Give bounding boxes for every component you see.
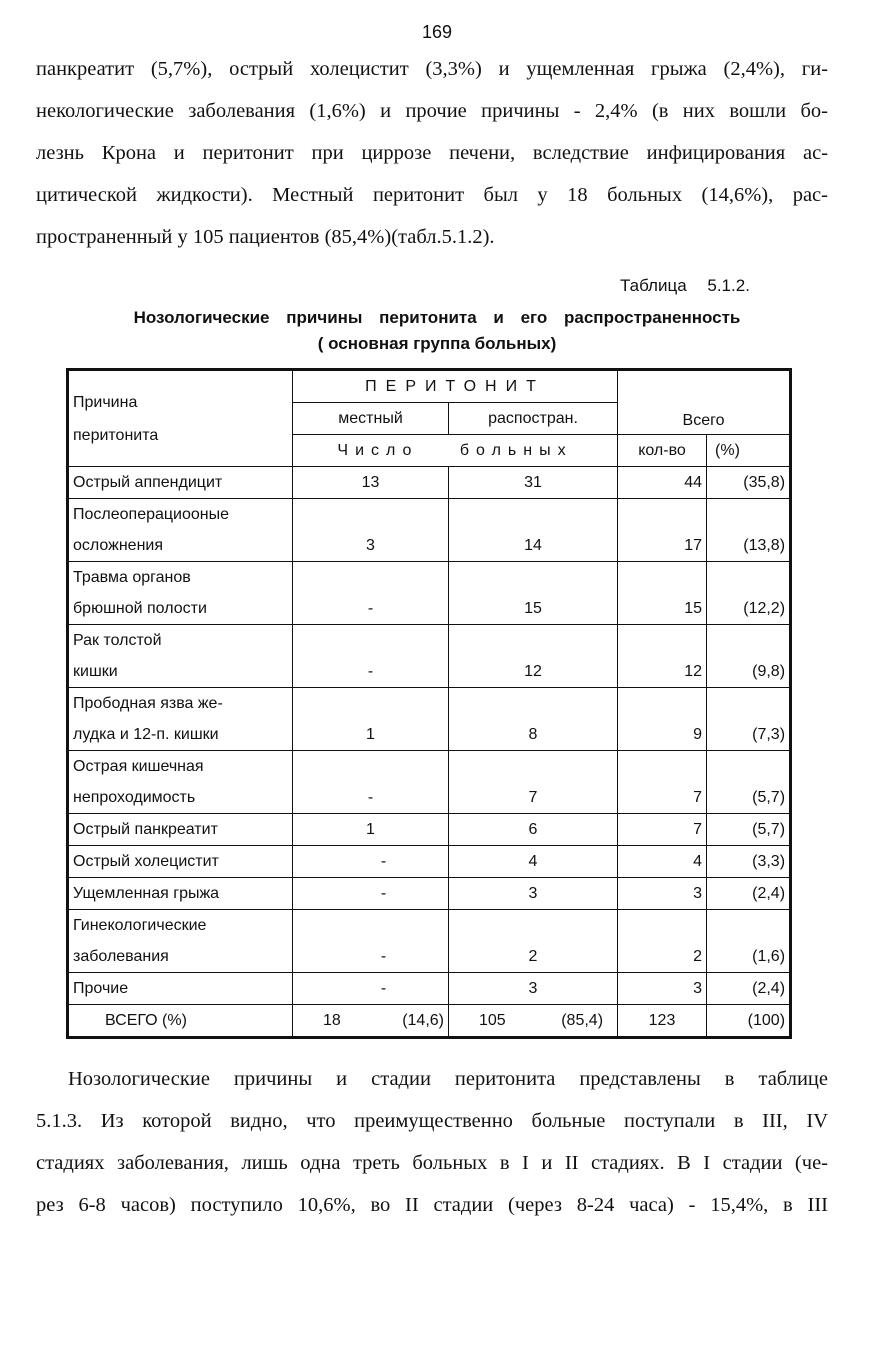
qty-cell: 2 [618, 910, 707, 973]
total-spread-cell [449, 1005, 618, 1038]
table-row [68, 814, 791, 846]
pct-cell: (13,8) [707, 499, 791, 562]
cause-text: Послеоперациооные [73, 506, 230, 523]
cause-text: брюшной полости [73, 600, 207, 617]
header-qty: кол-во [618, 435, 707, 467]
header-spread: распостран. [449, 403, 618, 435]
table-row [68, 467, 791, 499]
cause-text: Травма органов [73, 569, 191, 586]
total-local-n: 18 [323, 1012, 341, 1029]
qty-cell: 3 [618, 973, 707, 1005]
total-local-pct: (14,6) [402, 1012, 444, 1029]
table-row [68, 562, 791, 625]
total-label: ВСЕГО (%) [68, 1005, 293, 1038]
table-row [68, 499, 791, 562]
pct-cell: (5,7) [707, 814, 791, 846]
header-percent: (%) [707, 435, 791, 467]
table-label: Таблица 5.1.2. [620, 276, 750, 295]
local-cell: - [293, 625, 449, 688]
total-local-cell [293, 1005, 449, 1038]
total-pct: (100) [707, 1005, 791, 1038]
cause-text: Гинекологические [73, 917, 207, 934]
text-line: цитической жидкости). Местный перитонит был у 18 больных (14,6%), рас- [36, 184, 828, 206]
page-number: 169 [421, 22, 453, 42]
spread-cell: 8 [449, 688, 618, 751]
pct-cell: (2,4) [707, 973, 791, 1005]
cause-cell [68, 499, 293, 562]
local-cell: - [293, 751, 449, 814]
text-line: некологические заболевания (1,6%) и прочие причины - 2,4% (в них вошли бо- [36, 100, 828, 122]
local-cell: 13 [293, 467, 449, 499]
cause-text: непроходимость [73, 789, 196, 806]
cause-text: Ущемленная грыжа [73, 885, 220, 902]
spread-cell: 15 [449, 562, 618, 625]
total-spread-pct: (85,4) [561, 1012, 604, 1029]
table-row [68, 910, 791, 973]
spread-cell: 2 [449, 910, 618, 973]
cause-cell [68, 910, 293, 973]
total-qty: 123 [618, 1005, 707, 1038]
local-cell: - [293, 878, 449, 910]
cause-cell [68, 688, 293, 751]
spread-cell: 3 [449, 973, 618, 1005]
text-line: лезнь Крона и перитонит при циррозе печени, вследствие инфицирования ас- [36, 142, 828, 164]
qty-cell: 12 [618, 625, 707, 688]
local-cell: 1 [293, 814, 449, 846]
local-cell: - [293, 846, 449, 878]
pct-cell: (3,3) [707, 846, 791, 878]
local-cell: - [293, 562, 449, 625]
table-row [68, 973, 791, 1005]
spread-cell: 7 [449, 751, 618, 814]
cause-text: Рак толстой [73, 632, 162, 649]
cause-text: Острый панкреатит [73, 821, 218, 838]
cause-cell [68, 973, 293, 1005]
header-cause [68, 370, 293, 467]
table-subtitle: ( основная группа больных) [317, 334, 557, 353]
spread-cell: 14 [449, 499, 618, 562]
qty-cell: 9 [618, 688, 707, 751]
pct-cell: (7,3) [707, 688, 791, 751]
paragraph-bottom [36, 1058, 828, 1226]
text-line: пространенный у 105 пациентов (85,4%)(табл.5.1.2). [36, 226, 495, 248]
qty-cell: 44 [618, 467, 707, 499]
cause-text: Острый аппендицит [73, 474, 223, 491]
total-row [68, 1005, 791, 1038]
cause-text: лудка и 12-п. кишки [73, 726, 219, 743]
header-cause-line: перитонита [73, 426, 159, 444]
cause-cell [68, 846, 293, 878]
local-cell: 3 [293, 499, 449, 562]
qty-cell: 3 [618, 878, 707, 910]
spread-cell: 6 [449, 814, 618, 846]
text-line: стадиях заболевания, лишь одна треть больных в I и II стадиях. В I стадии (че- [36, 1152, 828, 1174]
peritonitis-causes-table [66, 368, 792, 1039]
cause-cell [68, 625, 293, 688]
table-row [68, 751, 791, 814]
spread-cell: 12 [449, 625, 618, 688]
local-cell: - [293, 910, 449, 973]
table-title: Нозологические причины перитонита и его распространенность [133, 308, 741, 327]
cause-cell [68, 562, 293, 625]
total-spread-n: 105 [479, 1012, 506, 1029]
text-line: Нозологические причины и стадии перитонита представлены в таблице [68, 1068, 828, 1090]
header-total: Всего [618, 370, 791, 435]
cause-text: Прободная язва же- [73, 695, 223, 712]
cause-text: Прочие [73, 980, 129, 997]
qty-cell: 7 [618, 751, 707, 814]
cause-text: кишки [73, 663, 118, 680]
qty-cell: 4 [618, 846, 707, 878]
spread-cell: 3 [449, 878, 618, 910]
spread-cell: 31 [449, 467, 618, 499]
header-row [68, 370, 791, 403]
qty-cell: 17 [618, 499, 707, 562]
cause-text: Острая кишечная [73, 758, 204, 775]
pct-cell: (2,4) [707, 878, 791, 910]
table-row [68, 688, 791, 751]
pct-cell: (9,8) [707, 625, 791, 688]
pct-cell: (12,2) [707, 562, 791, 625]
cause-text: заболевания [73, 948, 169, 965]
cause-text: Острый холецистит [73, 853, 219, 870]
paragraph-top [36, 48, 828, 258]
spread-cell: 4 [449, 846, 618, 878]
table-row [68, 878, 791, 910]
header-peritonitis: ПЕРИТОНИТ [293, 370, 618, 403]
local-cell: - [293, 973, 449, 1005]
cause-cell [68, 467, 293, 499]
text-line: панкреатит (5,7%), острый холецистит (3,3%) и ущемленная грыжа (2,4%), ги- [36, 58, 828, 80]
header-patients-count: Число больных [293, 435, 618, 467]
qty-cell: 15 [618, 562, 707, 625]
table-row [68, 625, 791, 688]
header-cause-line: Причина [73, 393, 138, 411]
local-cell: 1 [293, 688, 449, 751]
pct-cell: (35,8) [707, 467, 791, 499]
table-row [68, 846, 791, 878]
header-local: местный [293, 403, 449, 435]
cause-text: осложнения [73, 537, 164, 554]
text-line: рез 6-8 часов) поступило 10,6%, во II стадии (через 8-24 часа) - 15,4%, в III [36, 1194, 828, 1216]
pct-cell: (1,6) [707, 910, 791, 973]
cause-cell [68, 814, 293, 846]
pct-cell: (5,7) [707, 751, 791, 814]
qty-cell: 7 [618, 814, 707, 846]
text-line: 5.1.3. Из которой видно, что преимущественно больные поступали в III, IV [36, 1110, 828, 1132]
cause-cell [68, 878, 293, 910]
cause-cell [68, 751, 293, 814]
